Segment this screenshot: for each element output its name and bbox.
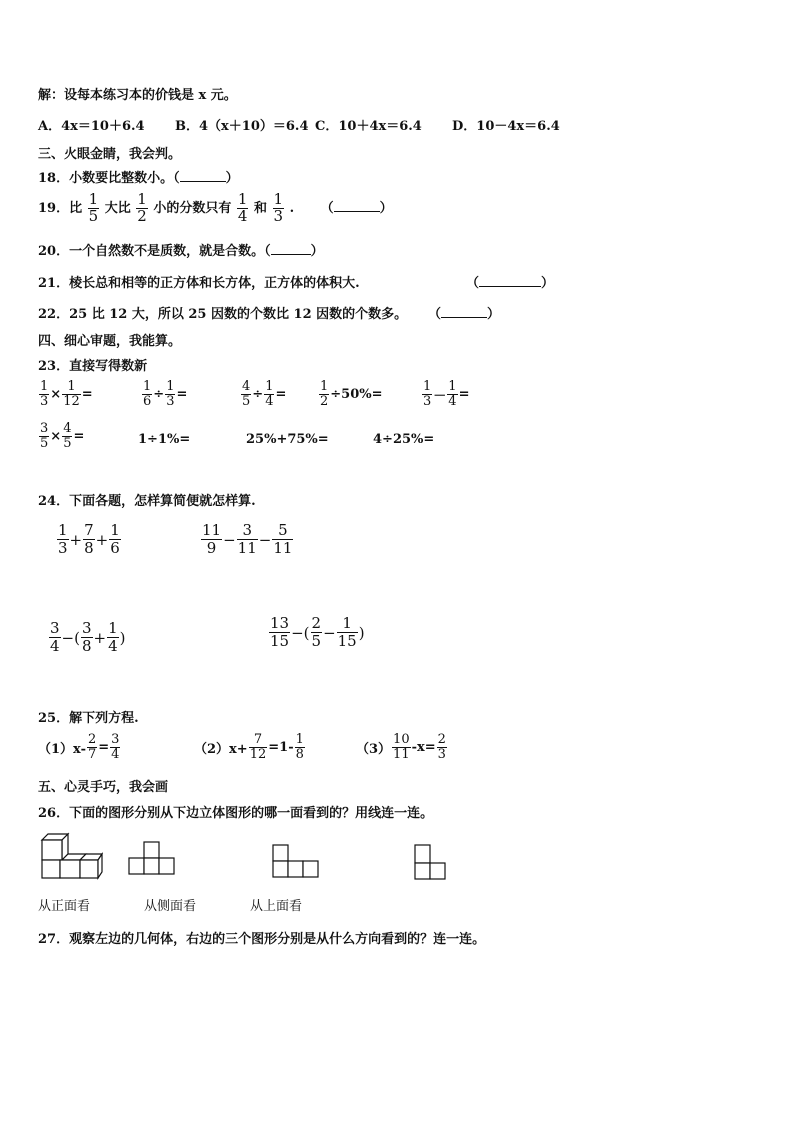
fraction <box>241 380 251 408</box>
numerator: 1 <box>110 521 120 539</box>
fraction <box>249 733 268 761</box>
q21-close: ） <box>541 276 555 291</box>
q19-close: ） <box>379 200 393 216</box>
q22-close: ） <box>487 307 501 322</box>
fraction <box>392 733 411 761</box>
fraction <box>201 522 222 558</box>
denominator: 12 <box>249 746 267 762</box>
equals: = <box>275 386 287 402</box>
operator: × <box>50 428 62 444</box>
numerator: 13 <box>270 614 290 632</box>
numerator: 1 <box>265 379 274 394</box>
numerator: 1 <box>320 379 329 394</box>
q24-calc-2 <box>200 522 294 558</box>
numerator: 2 <box>87 732 97 747</box>
operator: −( <box>291 623 310 642</box>
fraction <box>88 192 100 225</box>
denominator: 3 <box>40 393 49 409</box>
q21-text: 21．棱长总和相等的正方体和长方体，正方体的体积大. <box>38 276 360 291</box>
fraction <box>269 615 290 651</box>
denominator: 5 <box>40 435 49 451</box>
denominator: 11 <box>237 539 257 558</box>
numerator: 3 <box>50 619 60 637</box>
view-label-front: 从正面看 <box>38 899 91 914</box>
numerator: 1 <box>62 380 81 395</box>
denominator: 4 <box>448 393 457 409</box>
option-a: A．4x＝10＋6.4 <box>38 119 145 134</box>
equals: = <box>176 386 188 402</box>
fraction <box>237 192 249 225</box>
denominator: 4 <box>108 637 118 656</box>
question-19 <box>38 192 393 225</box>
operator: × <box>50 386 62 402</box>
fraction <box>136 192 148 225</box>
q22-text: 22．25 比 12 大，所以 25 因数的个数比 12 因数的个数多。 <box>38 307 408 322</box>
q20-text: 20．一个自然数不是质数，就是合数。（ <box>38 244 271 259</box>
denominator: 5 <box>242 393 251 409</box>
q23-expr-8: 25%+75%= <box>246 432 329 447</box>
denominator: 8 <box>81 637 92 656</box>
numerator: 4 <box>242 379 251 394</box>
operator: + <box>93 628 107 647</box>
operator: = <box>98 739 110 755</box>
numerator: 1 <box>40 379 49 394</box>
denominator: 5 <box>88 206 99 225</box>
equals: = <box>81 386 93 402</box>
paren-close: ) <box>119 628 126 647</box>
question-27: 27．观察左边的几何体，右边的三个图形分别是从什么方向看到的？连一连。 <box>38 932 486 947</box>
numerator: 11 <box>202 521 222 539</box>
question-21 <box>38 272 360 291</box>
equation-label: （2）x+ <box>194 741 248 757</box>
fraction <box>39 380 49 408</box>
numerator: 1 <box>237 190 248 208</box>
q18-text: 18．小数要比整数小。（ <box>38 171 180 186</box>
denominator: 2 <box>137 206 147 225</box>
equals: = <box>458 386 470 402</box>
numerator: 3 <box>81 619 92 637</box>
fraction <box>272 522 293 558</box>
q25-equation-3 <box>356 733 448 761</box>
numerator: 3 <box>40 421 49 436</box>
denominator: 9 <box>206 539 217 558</box>
numerator: 1 <box>88 190 99 208</box>
expression-rest: ÷50%= <box>330 386 383 402</box>
option-c: C．10＋4x＝6.4 <box>315 119 422 134</box>
numerator: 1 <box>108 619 118 637</box>
question-22 <box>38 303 407 322</box>
denominator: 4 <box>111 746 120 762</box>
denominator: 3 <box>437 746 446 762</box>
fraction <box>237 522 258 558</box>
denominator: 15 <box>270 632 290 651</box>
q21-open: （ <box>466 276 480 291</box>
denominator: 3 <box>58 539 68 558</box>
denominator: 11 <box>273 539 293 558</box>
q22-answer <box>428 303 500 322</box>
numerator: 10 <box>393 732 410 747</box>
operator: -x= <box>411 739 436 755</box>
q19-part: 19．比 <box>38 200 83 216</box>
fraction <box>295 733 305 761</box>
fraction <box>311 615 323 651</box>
view-figure-3 <box>414 843 448 881</box>
operator: ÷ <box>252 386 264 402</box>
numerator: 1 <box>337 615 358 633</box>
q23-expr-5 <box>421 380 469 408</box>
view-label-side: 从侧面看 <box>144 899 197 914</box>
q24-calc-3 <box>48 620 126 656</box>
denominator: 5 <box>63 435 72 451</box>
denominator: 7 <box>87 746 97 762</box>
q20-close: ） <box>310 244 324 259</box>
q18-close: ） <box>225 171 239 186</box>
q18-answer-blank[interactable] <box>180 169 226 182</box>
numerator: 4 <box>63 421 72 436</box>
denominator: 3 <box>273 206 284 225</box>
q22-open: （ <box>428 307 442 322</box>
fraction <box>109 522 121 558</box>
denominator: 8 <box>295 746 304 762</box>
numerator: 1 <box>423 379 432 394</box>
fraction <box>87 733 97 761</box>
fraction <box>437 733 447 761</box>
q23-expr-3 <box>240 380 286 408</box>
q19-part: 小的分数只有 <box>153 200 232 216</box>
q23-expr-1 <box>38 380 93 408</box>
q19-open: （ <box>320 200 334 216</box>
fraction <box>319 380 329 408</box>
equals: = <box>73 428 85 444</box>
denominator: 8 <box>84 539 94 558</box>
operator: − <box>323 623 336 642</box>
denominator: 4 <box>265 393 274 409</box>
q20-answer-blank[interactable] <box>271 242 311 255</box>
numerator: 3 <box>111 732 120 747</box>
numerator: 7 <box>249 733 268 748</box>
q23-expr-9: 4÷25%= <box>373 432 435 447</box>
operator: + <box>69 530 83 549</box>
numerator: 1 <box>137 190 147 208</box>
numerator: 2 <box>311 614 322 632</box>
numerator: 1 <box>295 732 304 747</box>
q24-calc-4 <box>268 615 365 651</box>
q23-expr-6 <box>38 422 84 450</box>
q19-answer-blank[interactable] <box>334 199 380 212</box>
denominator: 15 <box>337 632 357 651</box>
operator: ÷ <box>153 386 165 402</box>
denominator: 4 <box>50 637 60 656</box>
solution-line: 解：设每本练习本的价钱是 x 元。 <box>38 88 237 103</box>
fraction <box>110 733 120 761</box>
fraction <box>62 380 81 408</box>
denominator: 5 <box>311 632 322 651</box>
denominator: 6 <box>110 539 120 558</box>
q24-title: 24．下面各题，怎样算简便就怎样算. <box>38 494 256 509</box>
numerator: 2 <box>437 732 446 747</box>
section-4-heading: 四、细心审题，我能算。 <box>38 334 182 349</box>
operator: − <box>223 530 236 549</box>
q19-part: 和 <box>253 200 267 216</box>
q26-title: 26．下面的图形分别从下边立体图形的哪一面看到的？用线连一连。 <box>38 806 434 821</box>
fraction <box>337 615 358 651</box>
q25-title: 25．解下列方程. <box>38 711 139 726</box>
paren-close: ) <box>358 623 365 642</box>
view-figure-1 <box>128 840 176 876</box>
q21-answer-blank[interactable] <box>479 274 541 287</box>
fraction <box>264 380 274 408</box>
q23-title: 23．直接写得数新 <box>38 359 148 374</box>
numerator: 1 <box>166 379 175 394</box>
q19-part: 大比 <box>104 200 131 216</box>
fraction <box>447 380 457 408</box>
question-18 <box>38 167 239 186</box>
operator: － <box>433 388 447 404</box>
numerator: 1 <box>273 190 284 208</box>
fraction <box>142 380 152 408</box>
option-d: D．10－4x＝6.4 <box>452 119 560 134</box>
denominator: 3 <box>166 393 175 409</box>
fraction <box>39 422 49 450</box>
operator: + <box>95 530 109 549</box>
operator: =1- <box>268 739 294 755</box>
numerator: 1 <box>58 521 68 539</box>
fraction <box>422 380 432 408</box>
numerator: 3 <box>237 522 258 540</box>
numerator: 5 <box>272 522 293 540</box>
fraction <box>62 422 72 450</box>
denominator: 4 <box>237 206 248 225</box>
q22-answer-blank[interactable] <box>441 305 487 318</box>
denominator: 11 <box>393 746 410 762</box>
view-figure-2 <box>272 843 320 879</box>
denominator: 6 <box>143 393 152 409</box>
option-b: B．4（x＋10）＝6.4 <box>175 119 309 134</box>
solid-figure <box>36 832 104 882</box>
equation-label: （1）x- <box>38 741 86 757</box>
fraction <box>81 620 93 656</box>
fraction <box>273 192 285 225</box>
q23-expr-7: 1÷1%= <box>138 432 191 447</box>
numerator: 1 <box>143 379 152 394</box>
q23-expr-4 <box>318 380 383 408</box>
fraction <box>49 620 61 656</box>
view-label-top: 从上面看 <box>250 899 303 914</box>
q25-equation-2 <box>194 733 306 761</box>
operator: − <box>258 530 272 549</box>
fraction <box>107 620 119 656</box>
equation-label: （3） <box>356 741 392 757</box>
q25-equation-1 <box>38 733 121 761</box>
fraction <box>83 522 95 558</box>
q21-answer <box>466 272 554 291</box>
q19-part: . <box>289 200 295 216</box>
section-3-heading: 三、火眼金睛，我会判。 <box>38 147 182 162</box>
section-5-heading: 五、心灵手巧，我会画 <box>38 780 169 795</box>
denominator: 2 <box>320 393 329 409</box>
denominator: 12 <box>63 393 80 409</box>
q24-calc-1 <box>56 522 122 558</box>
question-20 <box>38 240 324 259</box>
numerator: 1 <box>448 379 457 394</box>
q23-expr-2 <box>141 380 187 408</box>
denominator: 3 <box>423 393 432 409</box>
operator: −( <box>61 628 80 647</box>
numerator: 7 <box>84 521 94 539</box>
fraction <box>57 522 69 558</box>
fraction <box>165 380 175 408</box>
